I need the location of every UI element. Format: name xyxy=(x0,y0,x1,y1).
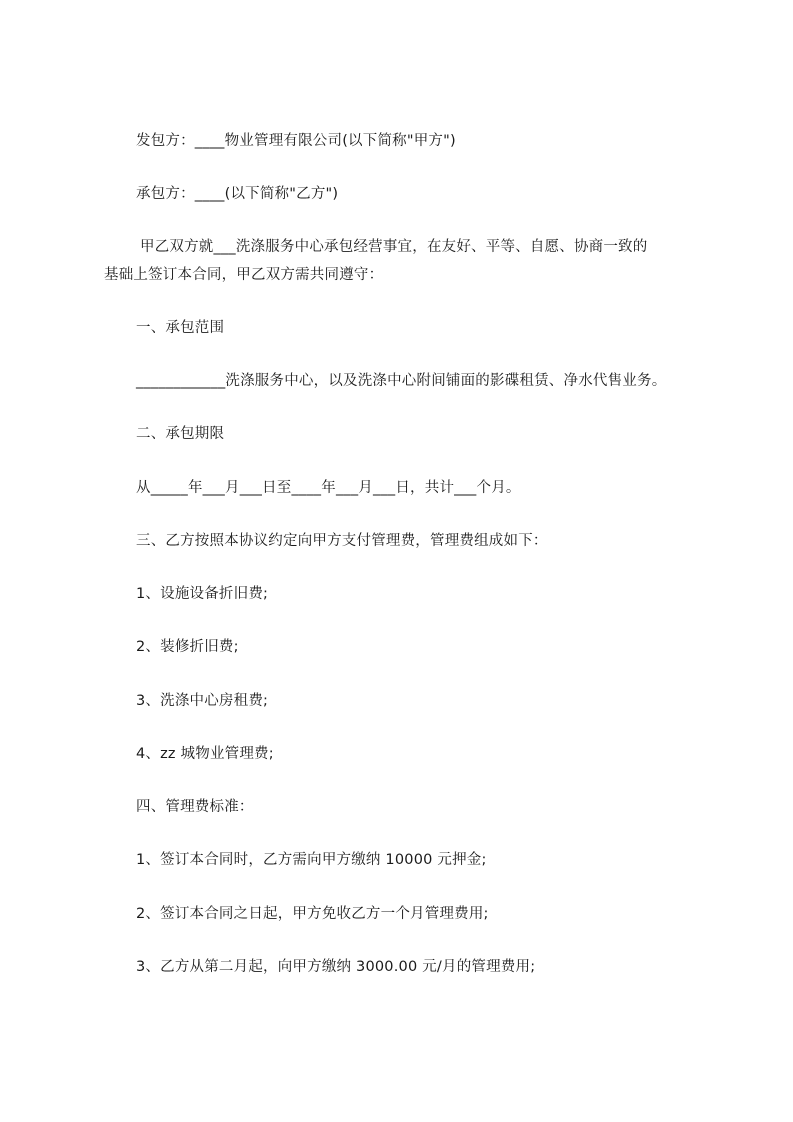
section2-title: 二、承包期限 xyxy=(136,426,225,442)
intro-line-1: 甲乙双方就___洗涤服务中心承包经营事宜，在友好、平等、自愿、协商一致的 xyxy=(140,239,648,255)
section3-item: 2、装修折旧费; xyxy=(136,639,239,655)
section4-title: 四、管理费标准： xyxy=(136,799,254,815)
section3-item: 4、zz 城物业管理费; xyxy=(136,746,274,762)
section3-title: 三、乙方按照本协议约定向甲方支付管理费，管理费组成如下： xyxy=(136,533,548,549)
section4-item: 3、乙方从第二月起，向甲方缴纳 3000.00 元/月的管理费用; xyxy=(136,959,536,975)
section1-body: ____________洗涤服务中心，以及洗涤中心附间铺面的影碟租赁、净水代售业务。 xyxy=(136,373,667,389)
party-b-line: 承包方：____(以下简称"乙方") xyxy=(136,186,339,202)
section2-body: 从_____年___月___日至____年___月___日，共计___个月。 xyxy=(136,480,521,496)
section3-item: 3、洗涤中心房租费; xyxy=(136,693,269,709)
section4-item: 1、签订本合同时，乙方需向甲方缴纳 10000 元押金; xyxy=(136,852,487,868)
intro-line-2: 基础上签订本合同，甲乙双方需共同遵守： xyxy=(104,267,384,283)
section1-title: 一、承包范围 xyxy=(136,320,225,336)
party-a-line: 发包方：____物业管理有限公司(以下简称"甲方") xyxy=(136,133,456,149)
section4-item: 2、签订本合同之日起，甲方免收乙方一个月管理费用; xyxy=(136,906,489,922)
section3-item: 1、设施设备折旧费; xyxy=(136,586,269,602)
